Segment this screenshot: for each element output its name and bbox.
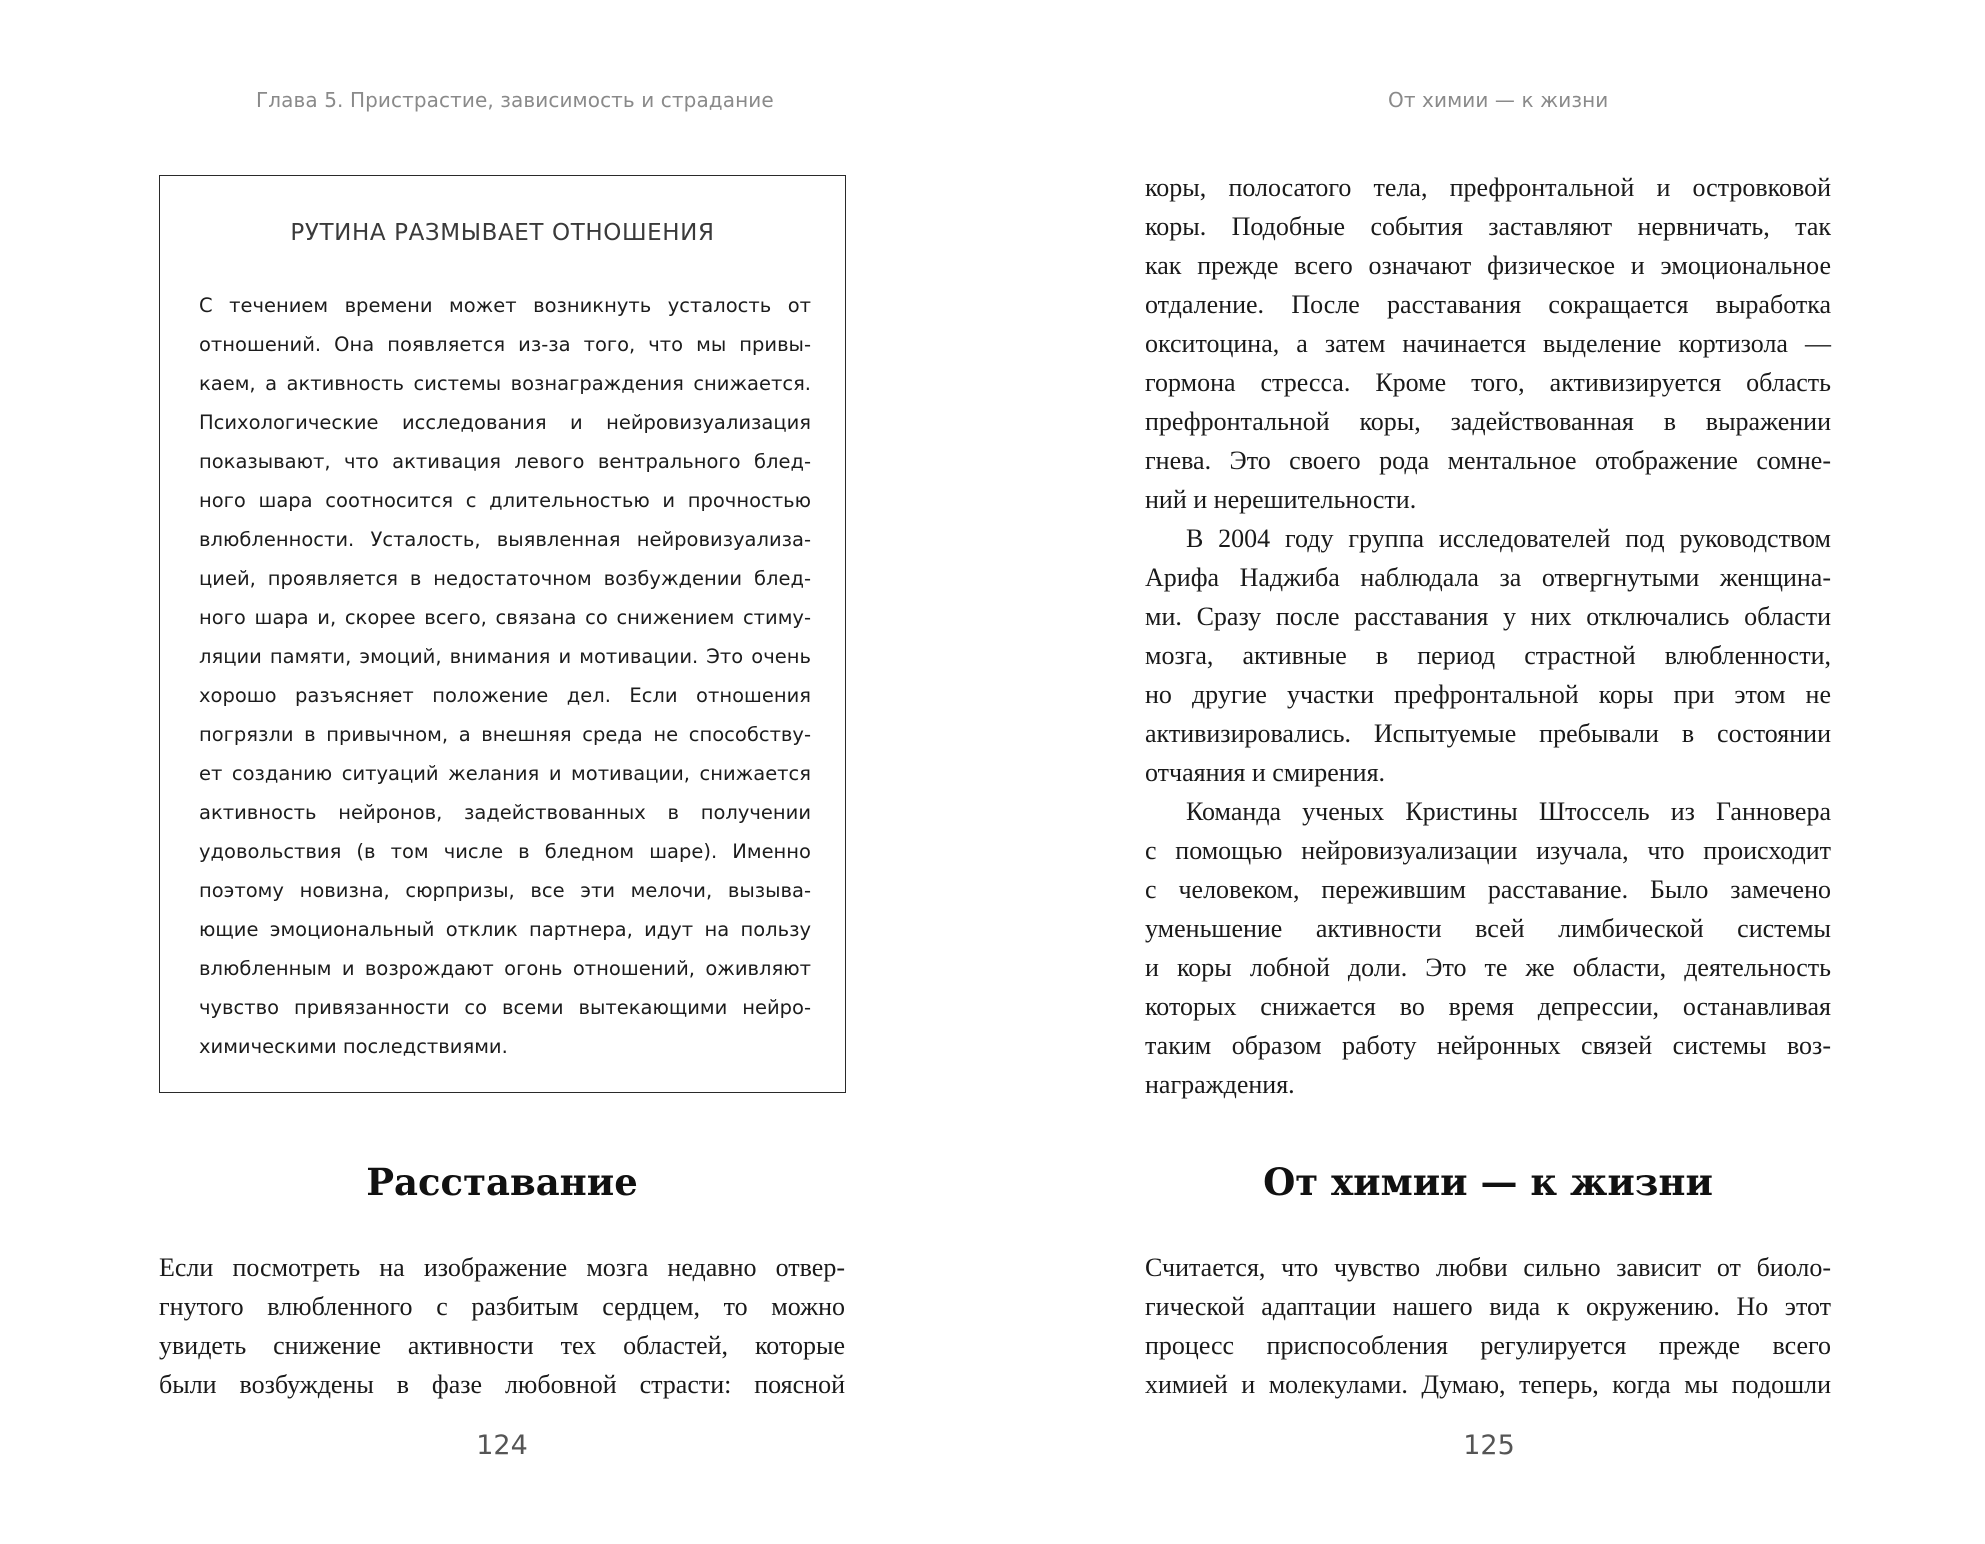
section-heading: От химии — к жизни <box>1263 1160 1713 1204</box>
body-line: Если посмотреть на изображение мозга недавно отвер- <box>159 1253 845 1282</box>
sidebar-line: чувство привязанности со всеми вытекающими нейро- <box>199 996 811 1019</box>
body-line: префронтальной коры, задействованная в выражении <box>1145 407 1831 436</box>
body-line: с помощью нейровизуализации изучала, что происходит <box>1145 836 1831 865</box>
body-line: В 2004 году группа исследователей под руководством <box>1186 524 1831 553</box>
running-head: От химии — к жизни <box>1388 88 1609 112</box>
sidebar-text <box>199 286 811 1066</box>
body-line: окситоцина, а затем начинается выделение кортизола — <box>1145 329 1831 358</box>
body-line: коры, полосатого тела, префронтальной и островковой <box>1145 173 1831 202</box>
sidebar-line: цией, проявляется в недостаточном возбуждении блед- <box>199 567 811 590</box>
sidebar-title: РУТИНА РАЗМЫВАЕТ ОТНОШЕНИЯ <box>290 220 715 246</box>
body-text <box>159 1248 845 1404</box>
page-number: 125 <box>1463 1430 1515 1461</box>
body-line: мозга, активные в период страстной влюбленности, <box>1145 641 1831 670</box>
body-line: ний и нерешительности. <box>1145 485 1417 514</box>
sidebar-line: удовольствия (в том числе в бледном шаре). Именно <box>199 840 811 863</box>
body-line: гнутого влюбленного с разбитым сердцем, то можно <box>159 1292 845 1321</box>
sidebar-line: отношений. Она появляется из-за того, что мы привы- <box>199 333 811 356</box>
sidebar-line: активность нейронов, задействованных в получении <box>199 801 811 824</box>
body-line: Арифа Наджиба наблюдала за отвергнутыми женщина- <box>1145 563 1831 592</box>
body-line: гормона стресса. Кроме того, активизируется область <box>1145 368 1831 397</box>
body-line: отдаление. После расставания сокращается выработка <box>1145 290 1831 319</box>
body-line: процесс приспособления регулируется прежде всего <box>1145 1331 1831 1360</box>
sidebar-line: влюбленным и возрождают огонь отношений, оживляют <box>199 957 811 980</box>
sidebar-line: Психологические исследования и нейровизуализация <box>199 411 811 434</box>
sidebar-line: показывают, что активация левого вентрального блед- <box>199 450 811 473</box>
body-line: с человеком, пережившим расставание. Было замечено <box>1145 875 1831 904</box>
sidebar-line: ющие эмоциональный отклик партнера, идут на пользу <box>199 918 811 941</box>
body-line: увидеть снижение активности тех областей, которые <box>159 1331 845 1360</box>
sidebar-box <box>159 175 846 1093</box>
body-text <box>1145 1248 1831 1404</box>
sidebar-line: каем, а активность системы вознаграждения снижается. <box>199 372 811 395</box>
sidebar-line: хорошо разъясняет положение дел. Если отношения <box>199 684 811 707</box>
body-line: как прежде всего означают физическое и эмоциональное <box>1145 251 1831 280</box>
running-head: Глава 5. Пристрастие, зависимость и страдание <box>256 88 774 112</box>
sidebar-line: ного шара и, скорее всего, связана со снижением стиму- <box>199 606 811 629</box>
body-line: награждения. <box>1145 1070 1295 1099</box>
body-text <box>1145 168 1831 1104</box>
body-line: активизировались. Испытуемые пребывали в состоянии <box>1145 719 1831 748</box>
sidebar-line: ляции памяти, эмоций, внимания и мотивации. Это очень <box>199 645 811 668</box>
sidebar-line: химическими последствиями. <box>199 1035 508 1058</box>
sidebar-line: влюбленности. Усталость, выявленная нейровизуализа- <box>199 528 811 551</box>
sidebar-line: ного шара соотносится с длительностью и прочностью <box>199 489 811 512</box>
body-line: и коры лобной доли. Это те же области, деятельность <box>1145 953 1831 982</box>
sidebar-line: ет созданию ситуаций желания и мотивации, снижается <box>199 762 811 785</box>
body-line: Считается, что чувство любви сильно зависит от биоло- <box>1145 1253 1831 1282</box>
section-heading: Расставание <box>366 1160 638 1204</box>
body-line: Команда ученых Кристины Штоссель из Ганновера <box>1186 797 1831 826</box>
sidebar-line: поэтому новизна, сюрпризы, все эти мелочи, вызыва- <box>199 879 811 902</box>
body-line: химией и молекулами. Думаю, теперь, когда мы подошли <box>1145 1370 1831 1399</box>
body-line: отчаяния и смирения. <box>1145 758 1386 787</box>
body-line: ми. Сразу после расставания у них отключались области <box>1145 602 1831 631</box>
body-line: которых снижается во время депрессии, останавливая <box>1145 992 1831 1021</box>
left-page <box>0 0 992 1544</box>
body-line: были возбуждены в фазе любовной страсти: поясной <box>159 1370 845 1399</box>
body-line: гической адаптации нашего вида к окружению. Но этот <box>1145 1292 1831 1321</box>
body-line: уменьшение активности всей лимбической системы <box>1145 914 1831 943</box>
page-number: 124 <box>476 1430 528 1461</box>
sidebar-line: погрязли в привычном, а внешняя среда не способству- <box>199 723 811 746</box>
body-line: но другие участки префронтальной коры при этом не <box>1145 680 1831 709</box>
sidebar-line: С течением времени может возникнуть усталость от <box>199 294 811 317</box>
body-line: таким образом работу нейронных связей системы воз- <box>1145 1031 1831 1060</box>
right-page <box>993 0 1985 1544</box>
body-line: коры. Подобные события заставляют нервничать, так <box>1145 212 1831 241</box>
body-line: гнева. Это своего рода ментальное отображение сомне- <box>1145 446 1831 475</box>
